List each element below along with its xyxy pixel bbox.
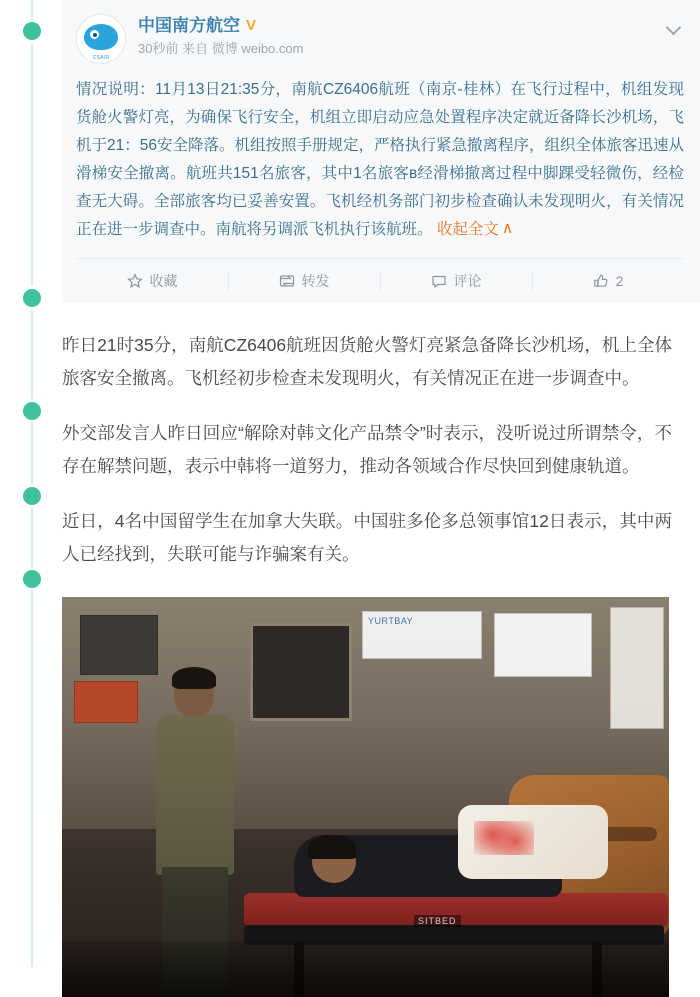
- avatar[interactable]: [76, 14, 126, 64]
- post-actions: [76, 258, 684, 303]
- news-item: 昨日21时35分，南航CZ6406航班因货舱火警灯亮紧急备降长沙机场，机上全体旅客安全撤离。飞机经初步检查未发现明火，有关情况正在进一步调查中。: [62, 335, 672, 388]
- collapse-link-label: 收起全文: [436, 221, 499, 238]
- post-header-texts: [138, 14, 684, 58]
- post-meta: [138, 40, 684, 58]
- comment-button[interactable]: [380, 259, 532, 303]
- person-hair: [172, 667, 216, 689]
- star-icon: [127, 273, 143, 289]
- person-body: [156, 715, 234, 875]
- repost-label: 转发: [301, 273, 330, 289]
- news-item: 近日，4名中国留学生在加拿大失联。中国驻多伦多总领事馆12日表示，其中两人已经找到，失联可能与诈骗案有关。: [62, 511, 672, 564]
- chevron-up-icon: ∧: [501, 220, 514, 237]
- wall-poster: [610, 607, 664, 729]
- wall-poster: [80, 615, 158, 675]
- post-timestamp: 30秒前: [138, 41, 179, 56]
- china-southern-airlines-logo: [84, 24, 118, 50]
- patient-hair: [308, 835, 356, 859]
- timeline-dot: [23, 402, 41, 420]
- account-name[interactable]: 中国南方航空: [138, 16, 240, 35]
- stretcher-brand-label: SITBED: [414, 915, 461, 927]
- feed-content: [62, 0, 700, 997]
- weibo-post-card[interactable]: [62, 0, 700, 303]
- comment-icon: [431, 273, 447, 289]
- timeline-rail: [31, 0, 33, 967]
- wall-poster: [74, 681, 138, 723]
- post-header: [76, 14, 684, 64]
- wall-poster: [494, 613, 592, 677]
- thumbs-up-icon: [593, 273, 609, 289]
- repost-button[interactable]: [228, 259, 380, 303]
- verified-badge-icon: V: [246, 17, 257, 34]
- post-body: [76, 76, 684, 244]
- avatar-brand-text: CSAIR: [92, 55, 110, 61]
- photo-floor-shadow: [62, 941, 669, 997]
- post-source-label: 来自: [182, 41, 209, 56]
- white-red-blanket: [458, 805, 608, 879]
- collapse-full-text-link[interactable]: [437, 221, 513, 238]
- favorite-button[interactable]: [76, 259, 228, 303]
- comment-label: 评论: [453, 273, 482, 289]
- timeline-dot: [23, 487, 41, 505]
- favorite-label: 收藏: [149, 273, 178, 289]
- timeline-dot: [23, 570, 41, 588]
- like-button[interactable]: [532, 259, 684, 303]
- timeline-dot: [23, 22, 41, 40]
- wall-poster-text: YURTBAY: [368, 616, 414, 626]
- account-line: [138, 16, 684, 36]
- post-source-link[interactable]: 微博 weibo.com: [211, 41, 304, 56]
- post-text: 情况说明：11月13日21:35分，南航CZ6406航班（南京-桂林）在飞行过程中，机组发现货舱火警灯亮，为确保飞行安全，机组立即启动应急处置程序决定就近备降长沙机场，飞机于21：56安全降落。机组按照手册规定，严格执行紧急撤离程序，组织全体旅客迅速从滑梯安全撤离。航班共151名旅客，其中1名旅客в经滑梯撤离过程中脚踝受轻微伤，经检查无大碍。全部旅客均已妥善安置。飞机经机务部门初步检查确认未发现明火，有关情况正在进一步调查中。南航将另调派飞机执行该航班。: [76, 81, 684, 238]
- wall-poster: [362, 611, 482, 659]
- timeline-dot: [23, 289, 41, 307]
- repost-icon: [279, 273, 295, 289]
- photo-scene: [62, 597, 669, 997]
- photo-window: [250, 623, 352, 721]
- like-count: 2: [615, 273, 624, 289]
- news-item: 外交部发言人昨日回应“解除对韩文化产品禁令”时表示，没听说过所谓禁令，不存在解禁问题，表示中韩将一道努力，推动各领域合作尽快回到健康轨道。: [62, 423, 672, 476]
- news-photo[interactable]: [62, 597, 669, 997]
- chevron-down-icon[interactable]: [666, 18, 682, 34]
